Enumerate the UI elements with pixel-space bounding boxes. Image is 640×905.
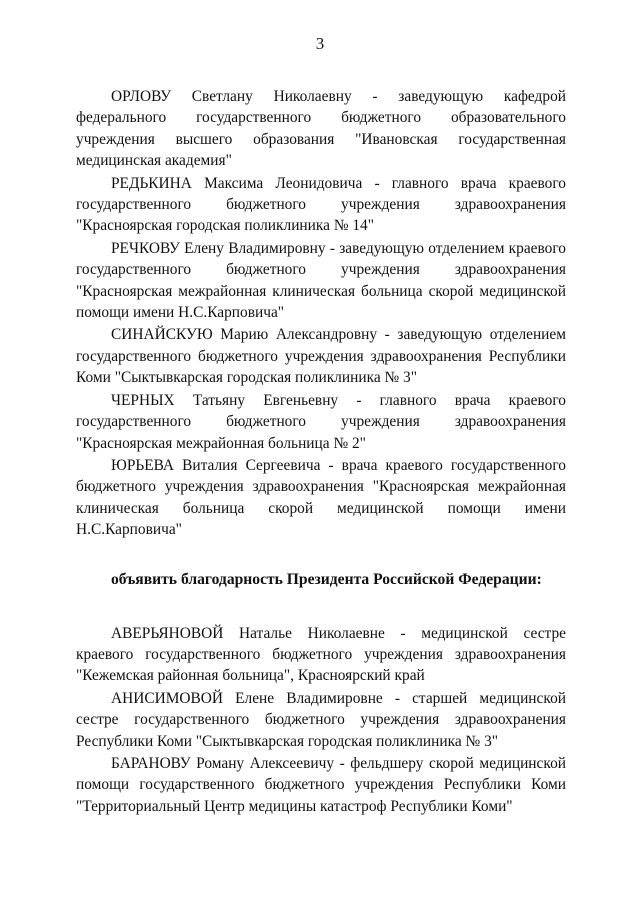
gratitude-entry-anisimova: АНИСИМОВОЙ Елене Владимировне - старшей медицинской сестре государственного бюджетного учреждения здравоохранения Республики Коми "Сыктывкарская городская поликлиника № 3" (76, 689, 566, 750)
award-entry-rechkova: РЕЧКОВУ Елену Владимировну - заведующую отделением краевого государственного бюджетного учреждения здравоохранения "Красноярская межрайонная клиническая больница скорой медицинской помощи имени Н.С.Карповича" (76, 239, 566, 322)
document-body (76, 86, 566, 818)
award-entry-chernykh: ЧЕРНЫХ Татьяну Евгеньевну - главного врача краевого государственного бюджетного учреждения здравоохранения "Красноярская межрайонная больница № 2" (76, 391, 566, 452)
page-number: 3 (315, 34, 325, 53)
award-entry-redkin: РЕДЬКИНА Максима Леонидовича - главного врача краевого государственного бюджетного учреждения здравоохранения "Красноярская городская поликлиника № 14" (76, 174, 566, 235)
award-entry-yuryev: ЮРЬЕВА Виталия Сергеевича - врача краевого государственного бюджетного учреждения здравоохранения "Красноярская межрайонная клиническая больница скорой медицинской помощи имени Н.С.Карповича" (76, 456, 566, 539)
section-heading-gratitude: объявить благодарность Президента Российской Федерации: (111, 570, 542, 588)
award-entry-sinayskaya: СИНАЙСКУЮ Марию Александровну - заведующую отделением государственного бюджетного учреждения здравоохранения Республики Коми "Сыктывкарская городская поликлиника № 3" (76, 326, 566, 387)
gratitude-entry-baranov: БАРАНОВУ Роману Алексеевичу - фельдшеру скорой медицинской помощи государственного бюджетного учреждения Республики Коми "Территориальный Центр медицины катастроф Республики Коми" (76, 754, 566, 815)
gratitude-entry-averyanova: АВЕРЬЯНОВОЙ Наталье Николаевне - медицинской сестре краевого государственного бюджетного учреждения здравоохранения "Кежемская районная больница", Красноярский край (76, 624, 566, 685)
award-entry-orlova: ОРЛОВУ Светлану Николаевну - заведующую кафедрой федерального государственного бюджетного образовательного учреждения высшего образования "Ивановская государственная медицинская академия" (76, 88, 566, 170)
